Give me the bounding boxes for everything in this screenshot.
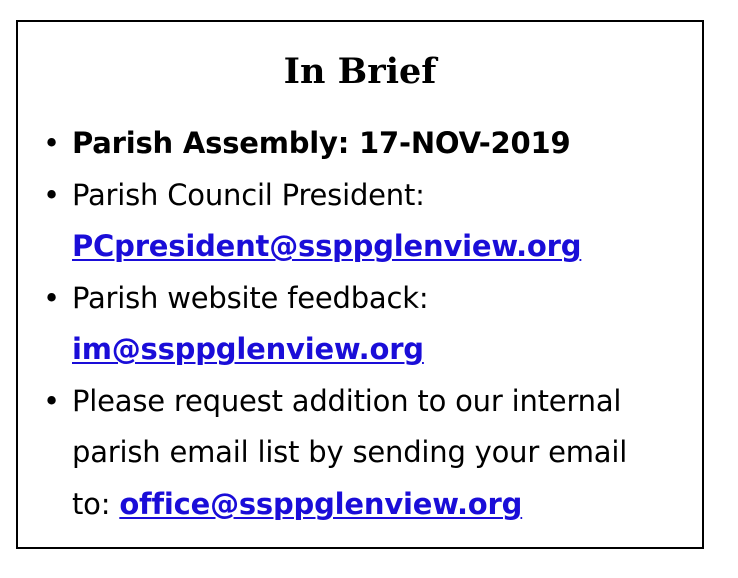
email-list-request-line-2: parish email list by sending your email bbox=[72, 435, 628, 469]
council-president-email-link[interactable]: PCpresident@ssppglenview.org bbox=[72, 229, 582, 263]
email-list-request-prefix: to: bbox=[72, 486, 120, 521]
parish-assembly-text: Parish Assembly: 17-NOV-2019 bbox=[72, 126, 571, 160]
email-list-request-line-1: Please request addition to our internal bbox=[72, 383, 622, 418]
box-title: In Brief bbox=[283, 51, 437, 92]
list-item-website-feedback bbox=[18, 273, 678, 376]
bullet-icon: • bbox=[43, 126, 60, 160]
bullet-icon: • bbox=[43, 280, 60, 315]
list-item-email-list-request bbox=[18, 376, 678, 531]
brief-list bbox=[18, 118, 678, 530]
bullet-icon: • bbox=[43, 383, 60, 418]
office-email-link[interactable]: office@ssppglenview.org bbox=[119, 486, 523, 521]
in-brief-box bbox=[16, 20, 704, 549]
website-feedback-email-link[interactable]: im@ssppglenview.org bbox=[72, 332, 424, 366]
list-item-parish-assembly bbox=[18, 118, 678, 170]
council-president-label: Parish Council President: bbox=[72, 177, 425, 212]
list-item-council-president bbox=[18, 170, 678, 273]
website-feedback-label: Parish website feedback: bbox=[72, 280, 429, 315]
bullet-icon: • bbox=[43, 177, 60, 212]
